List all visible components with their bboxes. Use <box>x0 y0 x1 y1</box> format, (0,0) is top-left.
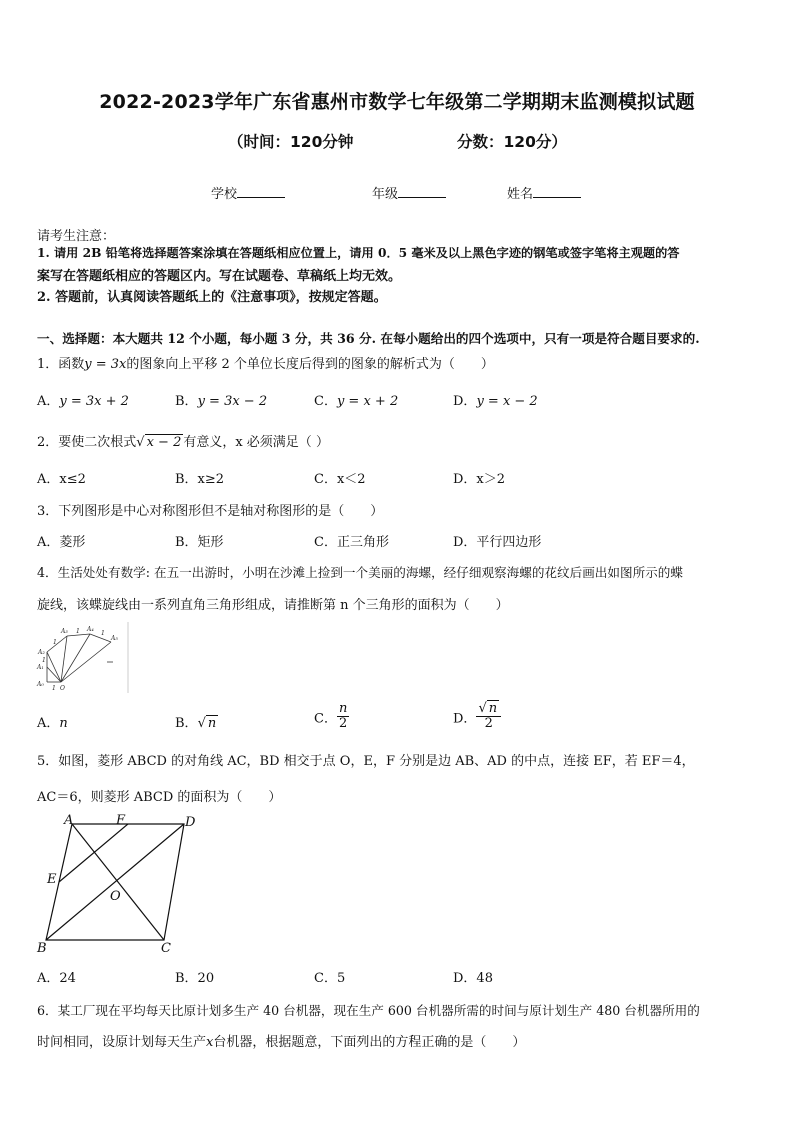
page-title: 2022-2023学年广东省惠州市数学七年级第二学期期末监测模拟试题 <box>99 91 695 113</box>
q4-option-d[interactable] <box>453 702 501 732</box>
q2-option-c[interactable]: C．x＜2 <box>314 472 366 487</box>
q1-c-value: y = x + 2 <box>336 394 399 409</box>
name-field <box>507 183 581 202</box>
exam-score: 分数：120分） <box>457 133 567 151</box>
q3-option-d[interactable]: D．平行四边形 <box>453 535 542 550</box>
segment-ef <box>59 824 128 882</box>
spiral-label-1c: 1 <box>53 639 57 646</box>
question-4-line-1: 4．生活处处有数学: 在五一出游时，小明在沙滩上捡到一个美丽的海螺，经仔细观察海螺的花纹后画出如图所示的蝶 <box>37 565 683 580</box>
label-c: C <box>161 941 171 956</box>
label-f: F <box>116 813 126 828</box>
label-b: B <box>37 941 47 956</box>
q6-line-2b: 台机器，根据题意，下面列出的方程正确的是（ ） <box>213 1035 526 1050</box>
q3-option-c[interactable]: C．正三角形 <box>314 535 389 550</box>
notice-heading: 请考生注意： <box>37 229 116 244</box>
q4-option-a[interactable] <box>37 712 68 731</box>
q1-b-label: B． <box>175 394 198 409</box>
question-2: 2．要使二次根式√ x − 2 有意义，x 必须满足（ ） <box>37 435 329 450</box>
q4-c-label: C． <box>314 711 337 727</box>
q4-d-fraction <box>476 702 501 732</box>
q1-b-value: y = 3x − 2 <box>197 394 268 409</box>
question-4-line-2: 旋线，该蝶旋线由一系列直角三角形组成，请推断第 n 个三角形的面积为（ ） <box>37 598 509 613</box>
q2-post: 有意义，x 必须满足（ ） <box>183 435 329 450</box>
q4-b-value: n <box>207 716 217 731</box>
label-e: E <box>47 872 57 887</box>
spiral-label-1a: 1 <box>52 685 56 692</box>
rhombus-figure <box>34 812 209 960</box>
q2-option-a[interactable]: A．x≤2 <box>37 472 86 487</box>
spiral-label-a2: A₂ <box>38 649 45 656</box>
spiral-label-a3: A₃ <box>61 628 68 635</box>
label-a: A <box>64 813 74 828</box>
q2-pre: 2．要使二次根式 <box>37 435 137 450</box>
question-1 <box>37 353 494 372</box>
school-label: 学校 <box>211 187 238 202</box>
q1-option-a[interactable] <box>37 390 129 409</box>
q6-line-2a: 时间相同，设原计划每天生产 <box>37 1035 207 1050</box>
notice-line-1b: 案写在答题纸相应的答题区内。写在试题卷、草稿纸上均无效。 <box>37 269 402 284</box>
q5-option-a[interactable]: A．24 <box>37 971 76 986</box>
question-6-line-2 <box>37 1031 525 1050</box>
spiral-label-a0: A₀ <box>37 681 44 688</box>
q1-d-value: y = x − 2 <box>476 394 538 409</box>
spiral-label-1d: 1 <box>76 628 80 635</box>
q5-option-c[interactable]: C．5 <box>314 971 346 986</box>
q4-d-numerator: √ n <box>476 702 501 717</box>
q1-a-label: A． <box>37 394 60 409</box>
spiral-label-a4: A₄ <box>87 626 94 633</box>
q4-d-denominator: 2 <box>484 716 493 732</box>
q3-option-a[interactable]: A．菱形 <box>37 535 86 550</box>
q2-option-d[interactable]: D．x＞2 <box>453 472 506 487</box>
notice-line-1a: 1. 请用 2B 铅笔将选择题答案涂填在答题纸相应位置上，请用 0．5 毫米及以上黑色字迹的钢笔或签字笔将主观题的答 <box>37 246 680 260</box>
name-blank[interactable] <box>533 185 581 198</box>
spiral-label-a5: A₅ <box>111 635 118 642</box>
question-5-line-2: AC＝6，则菱形 ABCD 的面积为（ ） <box>37 790 282 805</box>
q1-d-label: D． <box>453 394 477 409</box>
q1-option-b[interactable] <box>175 390 267 409</box>
q4-c-fraction <box>337 702 349 732</box>
diagonal-bd <box>46 824 184 940</box>
spiral-label-1b: 1 <box>42 657 46 664</box>
q1-a-value: y = 3x + 2 <box>59 394 129 409</box>
q5-option-b[interactable]: B．20 <box>175 971 215 986</box>
spiral-figure <box>35 620 135 695</box>
q4-b-label: B． <box>175 716 198 731</box>
school-field <box>211 183 285 202</box>
grade-label: 年级 <box>372 187 399 202</box>
q4-option-c[interactable] <box>314 702 349 732</box>
label-o: O <box>110 889 121 904</box>
school-blank[interactable] <box>237 185 285 198</box>
notice-line-2: 2. 答题前，认真阅读答题纸上的《注意事项》，按规定答题。 <box>37 290 387 305</box>
spiral-label-o: O <box>60 685 65 692</box>
q6-variable: x <box>206 1035 214 1050</box>
q1-post: 的图象向上平移 2 个单位长度后得到的图象的解析式为（ ） <box>126 357 494 372</box>
question-6-line-1: 6．某工厂现在平均每天比原计划多生产 40 台机器，现在生产 600 台机器所需的时间与原计划生产 480 台机器所用的 <box>37 1003 700 1018</box>
grade-blank[interactable] <box>398 185 446 198</box>
q1-option-c[interactable] <box>314 390 398 409</box>
name-label: 姓名 <box>507 187 534 202</box>
q4-d-radicand: n <box>488 701 498 716</box>
q4-option-b[interactable]: B．√ n <box>175 716 217 731</box>
diagonal-ac <box>72 824 164 940</box>
question-3: 3．下列图形是中心对称图形但不是轴对称图形的是（ ） <box>37 504 384 519</box>
question-5-line-1: 5．如图，菱形 ABCD 的对角线 AC，BD 相交于点 O，E，F 分别是边 AB、AD 的中点，连接 EF，若 EF＝4， <box>37 754 695 769</box>
q1-function: y = 3x <box>84 357 127 372</box>
q3-option-b[interactable]: B．矩形 <box>175 535 224 550</box>
q2-radicand: x − 2 <box>146 435 182 450</box>
exam-time: （时间：120分钟 <box>228 133 354 151</box>
grade-field <box>372 183 446 202</box>
q4-c-numerator: n <box>338 701 348 716</box>
q2-option-b[interactable]: B．x≥2 <box>175 472 225 487</box>
section-heading: 一、选择题：本大题共 12 个小题，每小题 3 分，共 36 分. 在每小题给出的四个选项中，只有一项是符合题目要求的. <box>37 331 700 346</box>
spiral-label-a1: A₁ <box>37 664 44 671</box>
q1-option-d[interactable] <box>453 390 538 409</box>
q1-pre: 1．函数 <box>37 357 85 372</box>
label-d: D <box>185 815 196 830</box>
q4-a-value: n <box>59 716 68 731</box>
q5-option-d[interactable]: D．48 <box>453 971 493 986</box>
q4-c-denominator: 2 <box>339 716 348 732</box>
q4-d-label: D． <box>453 711 477 727</box>
q1-c-label: C． <box>314 394 337 409</box>
spiral-label-1e: 1 <box>101 630 105 637</box>
q4-a-label: A． <box>37 716 60 731</box>
